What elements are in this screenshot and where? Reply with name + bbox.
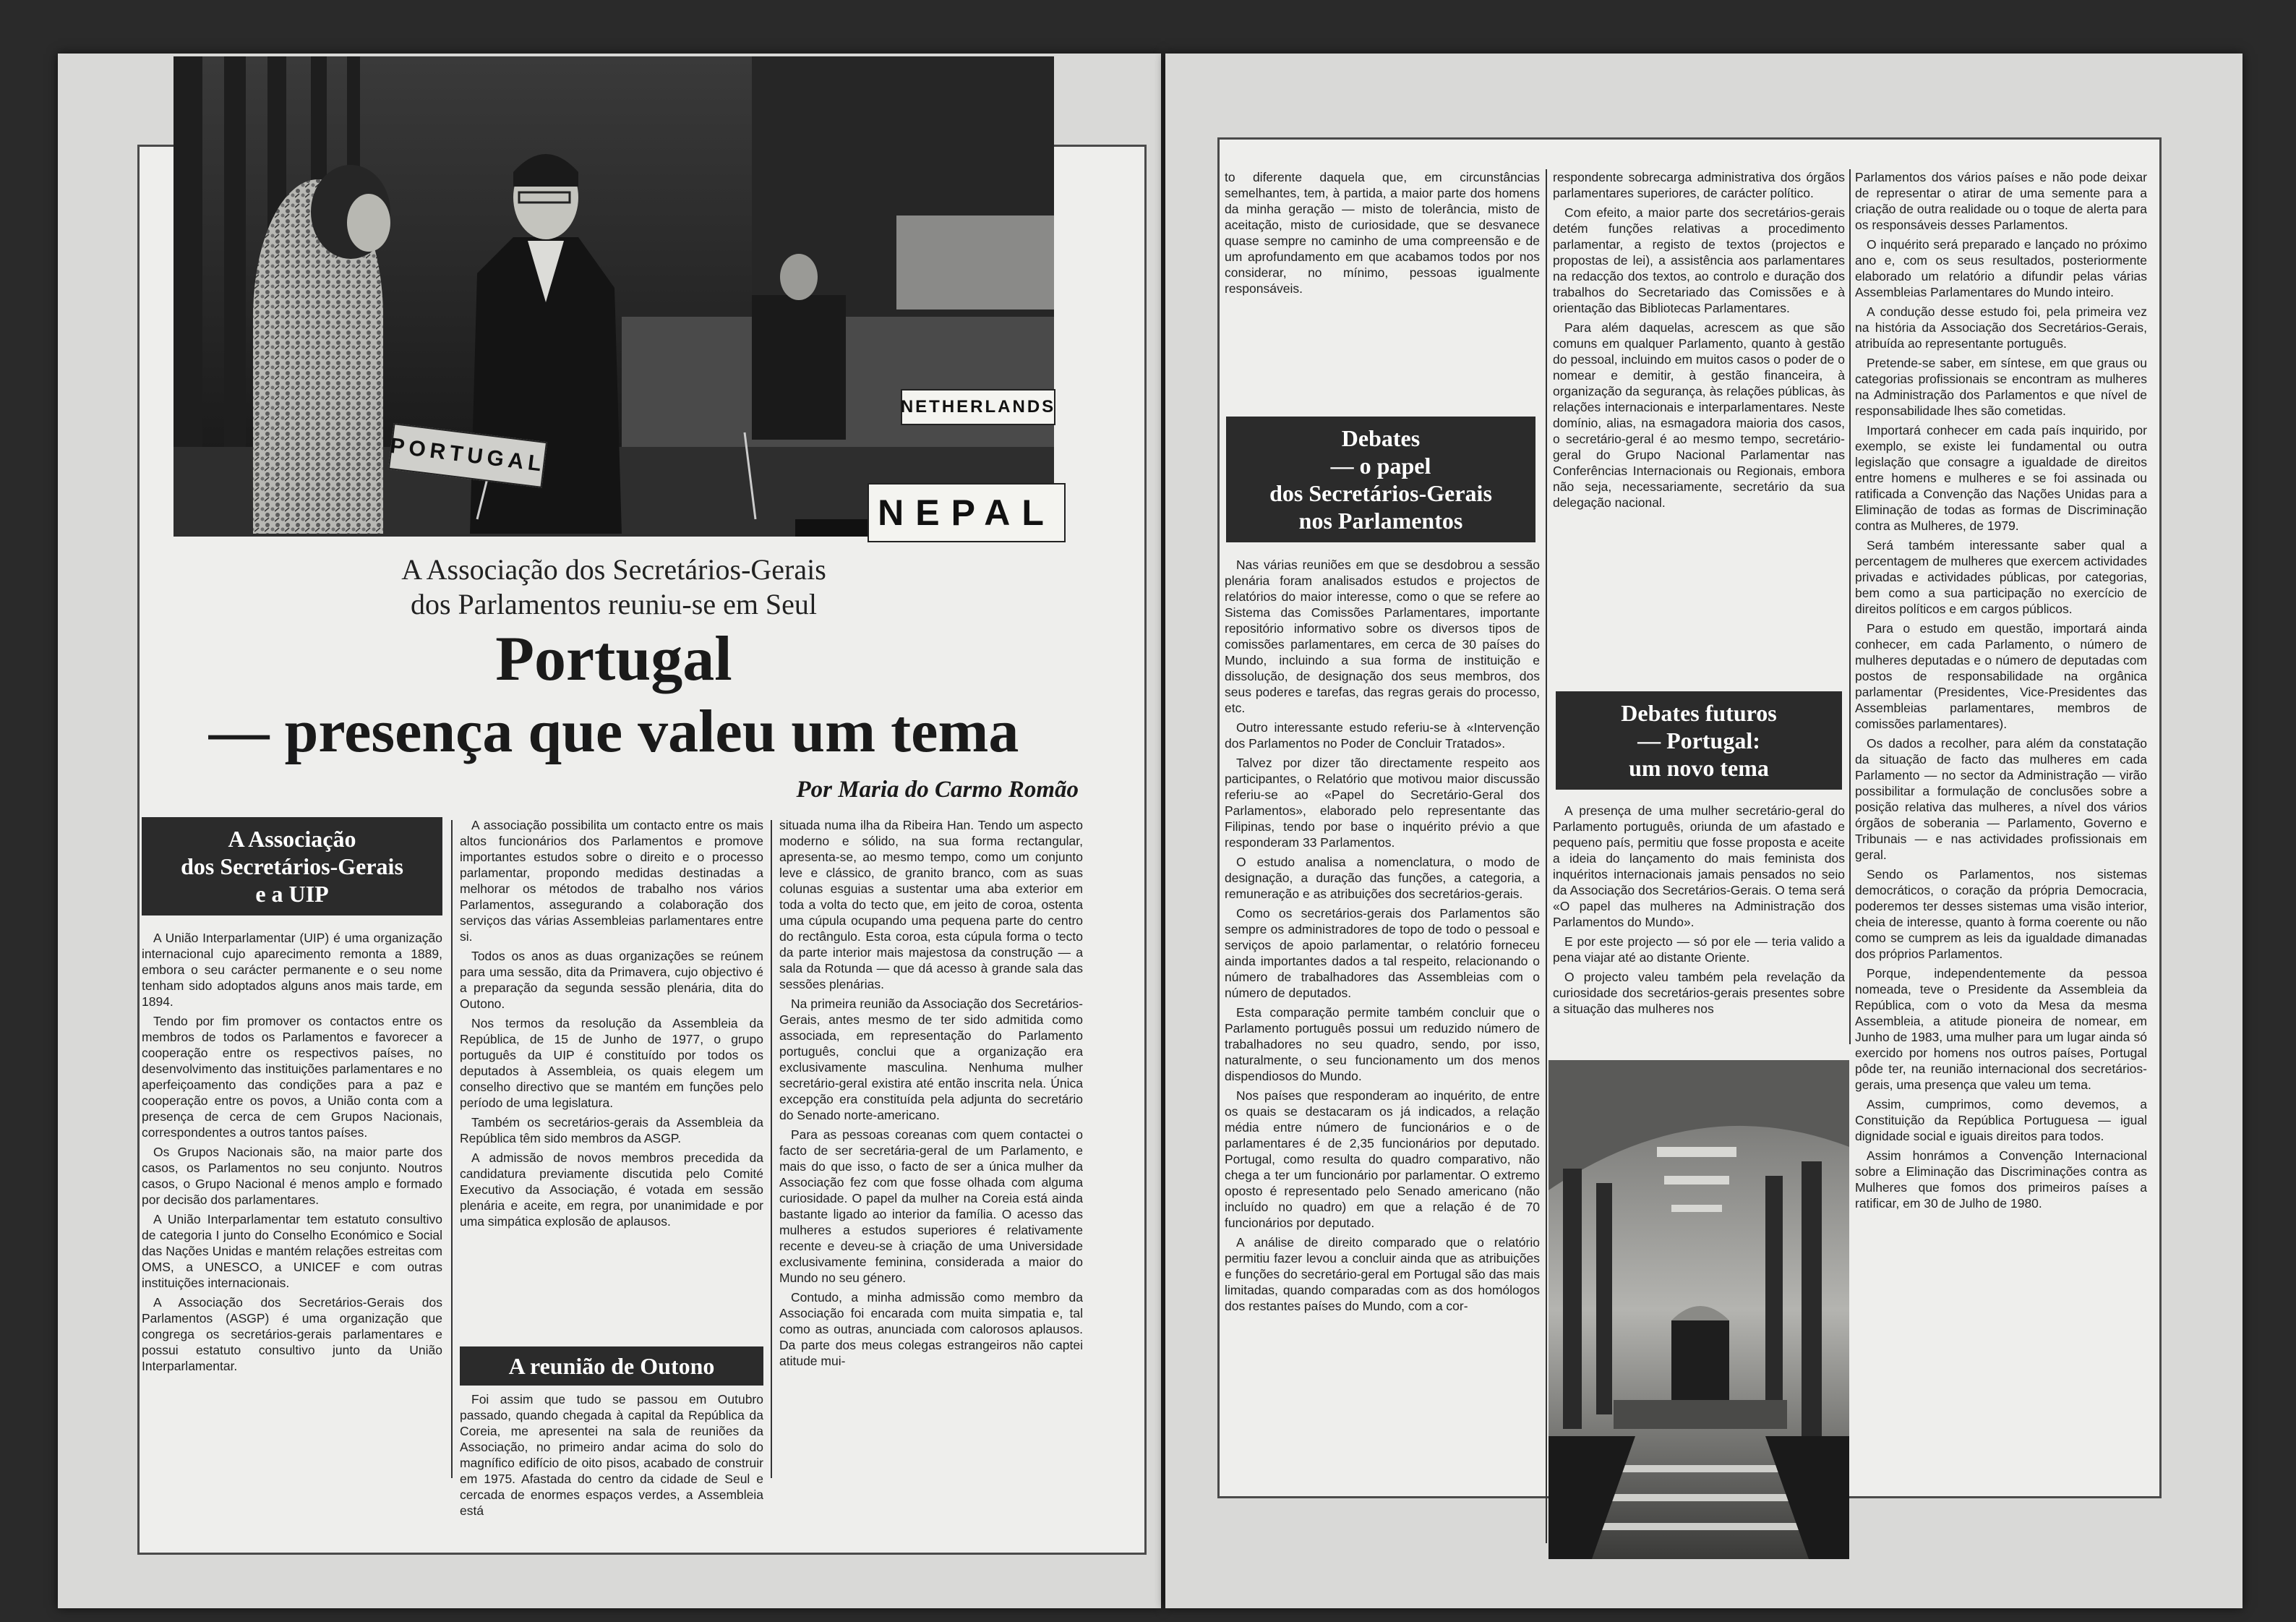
paragraph: Assim, cumprimos, como devemos, a Constituição da República Portuguesa — igual dignidade social e iguais direitos para todos.	[1855, 1097, 2147, 1143]
paragraph: Para as pessoas coreanas com quem contactei o facto de ser secretária-geral de um Parlamento, e mais do que isso, o facto de ser a única mulher da Associação fez com que fosse olhada com alguma curiosidade. O papel da mulher na Coreia está ainda bastante ligado ao interior da família. O acesso das mulheres a estudos superiores é relativamente recente e deveu-se à criação de uma Universidade exclusivamente feminina, considerada a maior do Mundo no seu género.	[779, 1127, 1083, 1285]
column-rule	[451, 820, 453, 1478]
paragraph: A Associação dos Secretários-Gerais dos Parlamentos (ASGP) é uma organização que congrega os secretários-gerais parlamentares e possui estatuto consultivo junto da União Interparlamentar.	[142, 1295, 442, 1373]
byline: Por Maria do Carmo Romão	[796, 777, 1079, 803]
paragraph: Os Grupos Nacionais são, na maior parte dos casos, os Parlamentos no seu conjunto. Noutros casos, o Grupo Nacional é menos amplo e formado por decisão dos parlamentares.	[142, 1145, 442, 1207]
paragraph: Nos países que responderam ao inquérito, de entre os quais se destacaram os já indicados, a relação média entre número de funcionários e o de parlamentares é de 2,35 funcionários por deputado. Portugal, como resulta do quadro comparativo, não chega a ter um funcionário por parlamentar. O extremo oposto é representado pelo Senado americano (não incluído no quadro) em que a relação é de 70 funcionários por deputado.	[1225, 1088, 1540, 1230]
paragraph: Porque, independentemente da pessoa nomeada, teve o Presidente da Assembleia da República, com o voto da Mesa da mesma Assembleia, a atitude pioneira de nomear, em Junho de 1983, uma mulher para um lugar ainda só exercido por homens nos outros países, Portugal pôde ter, na reunião internacional dos secretários-gerais, uma presença que valeu um tema.	[1855, 966, 2147, 1092]
left-page	[58, 54, 1161, 1608]
paragraph: situada numa ilha da Ribeira Han. Tendo um aspecto moderno e sólido, na sua forma rectangular, apresenta-se, ao mesmo tempo, como um conjunto leve e clássico, de granito branco, com as suas colunas esguias a sustentar uma aba exterior em toda a volta do tecto que, em jeito de coroa, ostenta uma cúpula ocupando uma pequena parte do centro do rectângulo. Esta coroa, esta cúpula forma o tecto da parte interior mais majestosa da construção — a sala da Rotunda — que dá acesso à grande sala das sessões plenárias.	[779, 818, 1083, 991]
paragraph: Foi assim que tudo se passou em Outubro passado, quando chegada à capital da República da Coreia, me apresentei na sala de reuniões da Associação, no primeiro andar acima do solo do magnífico edifício de oito pisos, acabado de construir em 1975. Afastada do centro da cidade de Seul e cercada de enormes espaços verdes, a Assembleia está	[460, 1392, 763, 1518]
article-headline-line-1: Portugal	[495, 624, 732, 694]
paragraph: Todos os anos as duas organizações se reúnem para uma sessão, dita da Primavera, cujo objectivo é a preparação da segunda sessão plenária, dita do Outono.	[460, 949, 763, 1011]
paragraph: O projecto valeu também pela revelação da curiosidade dos secretários-gerais presentes sobre a situação das mulheres nos	[1553, 970, 1845, 1016]
placard-netherlands: NETHERLANDS	[901, 389, 1055, 425]
paragraph: Tendo por fim promover os contactos entre os membros de todos os Parlamentos e favorecer a cooperação entre os respectivos países, no desenvolvimento das instituições parlamentares e no aperfeiçoamento das condições para a paz e cooperação entre os povos, a União conta com a presença de cerca de cem Grupos Nacionais, correspondentes a outros tantos países.	[142, 1014, 442, 1140]
paragraph: Contudo, a minha admissão como membro da Associação foi encarada com muita simpatia e, tal como as outras, anunciada com calorosos aplausos. Da parte dos meus colegas estrangeiros não captei atitude mui-	[779, 1290, 1083, 1368]
paragraph: Nos termos da resolução da Assembleia da República, de 15 de Junho de 1977, o grupo português da UIP é constituído por todos os deputados à Assembleia, os quais elegem um conselho directivo que se mantém em funções pelo período de uma legislatura.	[460, 1016, 763, 1110]
paragraph: A União Interparlamentar (UIP) é uma organização internacional cujo aparecimento remonta a 1889, embora o seu carácter permanente e o seu nome tenham sido adoptados alguns anos mais tarde, em 1894.	[142, 931, 442, 1009]
paragraph: Será também interessante saber qual a percentagem de mulheres que exercem actividades privadas e actividades públicas, por categorias, bem como a sua participação no exercício de direitos políticos e em cargos públicos.	[1855, 538, 2147, 616]
left-column-2-bottom	[460, 1391, 763, 1518]
column-rule	[771, 820, 772, 1478]
paragraph: O estudo analisa a nomenclatura, o modo de designação, a duração das funções, a categoria, a remuneração e as atribuições dos secretários-gerais.	[1225, 855, 1540, 901]
article-headline-line-2: — presença que valeu um tema	[208, 698, 1019, 765]
paragraph: respondente sobrecarga administrativa dos órgãos parlamentares superiores, de carácter político.	[1553, 170, 1845, 200]
paragraph: A condução desse estudo foi, pela primeira vez na história da Associação dos Secretários-Gerais, atribuída ao representante português.	[1855, 304, 2147, 351]
column-rule	[1849, 169, 1851, 1044]
right-column-2-top	[1553, 169, 1845, 680]
paragraph: A admissão de novos membros precedida da candidatura previamente discutida pelo Comité Executivo da Associação, é votada em sessão plenária e aceite, em regra, por unanimidade e por uma simpática explosão de aplausos.	[460, 1151, 763, 1229]
placard-nepal: NEPAL	[868, 483, 1066, 542]
right-column-1-bottom	[1225, 557, 1540, 1542]
left-column-3	[779, 817, 1083, 1480]
paragraph: Para além daquelas, acrescem as que são comuns em qualquer Parlamento, quanto à gestão do pessoal, incluindo em muitos casos o poder de o nomear e demitir, à gestão financeira, à organização da segurança, às relações públicas, às relações internacionais e interparlamentares. Neste domínio, alias, na esmagadora maioria dos casos, o secretário-geral é ao mesmo tempo, secretário-geral do Grupo Nacional Parlamentar nas Conferências Internacionais ou Regionais, embora não seja, necessariamente, secretário da sua delegação nacional.	[1553, 320, 1845, 510]
paragraph: Assim honrámos a Convenção Internacional sobre a Eliminação das Discriminações contra as Mulheres que fomos dos primeiros países a ratificar, em 30 de Julho de 1980.	[1855, 1148, 2147, 1211]
meeting-photo	[174, 56, 1054, 537]
assembly-interior-image	[1548, 1060, 1849, 1559]
right-page	[1165, 54, 2243, 1608]
paragraph: Pretende-se saber, em síntese, em que graus ou categorias profissionais se encontram as mulheres na Administração dos Parlamentos e que nível de responsabilidade lhes são cometidas.	[1855, 356, 2147, 418]
paragraph: A análise de direito comparado que o relatório permitiu fazer levou a concluir ainda que as atribuições e funções do secretário-geral em Portugal são das mais limitadas, quando comparadas com as dos homólogos dos restantes países do Mundo, com a cor-	[1225, 1235, 1540, 1313]
left-column-2-top	[460, 817, 763, 1339]
paragraph: E por este projecto — só por ele — teria valido a pena viajar até ao distante Oriente.	[1553, 934, 1845, 965]
column-rule	[1546, 169, 1547, 1543]
right-column-1-top	[1225, 169, 1540, 408]
paragraph: O inquérito será preparado e lançado no próximo ano e, com os seus resultados, posteriormente elaborado um relatório a difundir pelas várias Assembleias Parlamentares do Mundo inteiro.	[1855, 237, 2147, 299]
left-column-1	[142, 930, 442, 1480]
placard-portugal: PORTUGAL	[388, 423, 547, 488]
paragraph: to diferente daquela que, em circunstâncias semelhantes, tem, à partida, a maior parte dos homens da minha geração — misto de tolerância, misto de aceitação, misto de curiosidade, que se desvanece quase sempre no caminho de uma compreensão e de um aprofundamento em que acabamos todos por nos considerar, no mínimo, pessoas igualmente responsáveis.	[1225, 170, 1540, 296]
paragraph: A associação possibilita um contacto entre os mais altos funcionários dos Parlamentos e promove importantes estudos sobre o direito e o processo parlamentar, propondo medidas destinadas a melhorar os métodos de trabalho nos vários Parlamentos, assegurando a colaboração dos serviços das várias Assembleias parlamentares entre si.	[460, 818, 763, 944]
section-heading-future-debates: Debates futuros — Portugal: um novo tema	[1556, 691, 1842, 790]
paragraph: Também os secretários-gerais da Assembleia da República têm sido membros da ASGP.	[460, 1115, 763, 1145]
paragraph: Parlamentos dos vários países e não pode deixar de representar o atirar de uma semente para a criação de outra realidade ou o toque de alerta para os responsáveis desses Parlamentos.	[1855, 170, 2147, 232]
section-heading-debates-role: Debates — o papel dos Secretários-Gerais nos Parlamentos	[1226, 417, 1535, 542]
meeting-photo-image	[174, 56, 1054, 537]
paragraph: Na primeira reunião da Associação dos Secretários-Gerais, antes mesmo de ter sido admitida como associada, em representação do Parlamento português, conclui que a organização era exclusivamente masculina. Nenhuma mulher secretário-geral existira até então inscrita nela. Única excepção era constituída pela adjunta do secretário do Senado norte-americano.	[779, 996, 1083, 1122]
paragraph: Com efeito, a maior parte dos secretários-gerais detém funções relativas a procedimento parlamentar, a registo de textos (projectos e propostas de lei), a assistência aos parlamentares na redacção dos textos, ao controlo e duração dos trabalhos do Secretariado das Comissões e à orientação das Bibliotecas Parlamentares.	[1553, 205, 1845, 315]
paragraph: Como os secretários-gerais dos Parlamentos são sempre os administradores de topo de todo o pessoal e serviços de apoio parlamentar, o relatório forneceu ainda importantes dados a tal respeito, relacionando o número de trabalhadores das Assembleias com o número de deputados.	[1225, 906, 1540, 1000]
paragraph: Importará conhecer em cada país inquirido, por exemplo, se existe lei fundamental ou outra legislação que consagre a igualdade de direitos entre homens e mulheres e se foi assinada ou ratificada a Convenção das Nações Unidas para a Eliminação de todas as formas de Discriminação contra as Mulheres, de 1979.	[1855, 423, 2147, 533]
assembly-interior-photo	[1548, 1060, 1849, 1559]
paragraph: Esta comparação permite também concluir que o Parlamento português possui um reduzido número de trabalhadores no seu quadro, sendo, por isso, naturalmente, o seu funcionamento um dos menos dispendiosos do Mundo.	[1225, 1005, 1540, 1083]
paragraph: Outro interessante estudo referiu-se à «Intervenção dos Parlamentos no Poder de Concluir Tratados».	[1225, 720, 1540, 751]
right-column-3	[1855, 169, 2147, 1543]
paragraph: Os dados a recolher, para além da constatação da situação de facto das mulheres em cada Parlamento — no sector da Administração — virão possibilitar a formulação de conclusões sobre a posição relativa das mulheres, a nível dos vários órgãos de soberania — Parlamento, Governo e Tribunais — e nas actividades profissionais em geral.	[1855, 736, 2147, 862]
paragraph: Talvez por dizer tão directamente respeito aos participantes, o Relatório que motivou maior discussão referiu-se ao «Papel do Secretário-Geral dos Parlamentos», elaborado pelo representante das Filipinas, tendo por base o inquérito prévio a que responderam 33 Parlamentos.	[1225, 756, 1540, 850]
paragraph: Sendo os Parlamentos, nos sistemas democráticos, o coração da própria Democracia, poderemos ter desses sistemas uma visão interior, cheia de interesse, quanto à forma coerente ou não como se cumprem as leis da igualdade dimanadas dos próprios Parlamentos.	[1855, 867, 2147, 961]
article-kicker: A Associação dos Secretários-Gerais dos Parlamentos reuniu-se em Seul	[401, 553, 826, 620]
section-heading-autumn-meeting: A reunião de Outono	[460, 1346, 763, 1386]
paragraph: Para o estudo em questão, importará ainda conhecer, em cada Parlamento, o número de mulheres deputadas e o número de deputadas com postos de responsabilidade na orgânica parlamentar (Presidentes, Vice-Presidentes das Assembleias parlamentares, membros de comissões parlamentares).	[1855, 621, 2147, 731]
paragraph: A presença de uma mulher secretário-geral do Parlamento português, oriunda de um afastado e pequeno país, permitiu que fosse proposta e aceite a ideia do lançamento do mais feminista dos inquéritos internacionais jamais pensados no seio da Associação dos Secretários-Gerais. O tema será «O papel das mulheres na Administração dos Parlamentos do Mundo».	[1553, 803, 1845, 929]
section-heading-uip: A Associação dos Secretários-Gerais e a UIP	[142, 817, 442, 915]
paragraph: A União Interparlamentar tem estatuto consultivo de categoria I junto do Conselho Económico e Social das Nações Unidas e mantém relações estreitas com OMS, a UNESCO, a UNICEF e com outras instituições internacionais.	[142, 1212, 442, 1290]
right-column-2-bottom	[1553, 803, 1845, 1049]
paragraph: Nas várias reuniões em que se desdobrou a sessão plenária foram analisados estudos e projectos de relatórios do maior interesse, como o que se refere ao Sistema das Comissões Parlamentares, importante repositório informativo sobre os diversos tipos de comissões parlamentares, em cerca de 30 países do Mundo, incluindo a sua forma de instituição e dissolução, de designação dos seus membros, dos seus poderes e tarefas, das regras gerais do processo, etc.	[1225, 558, 1540, 715]
